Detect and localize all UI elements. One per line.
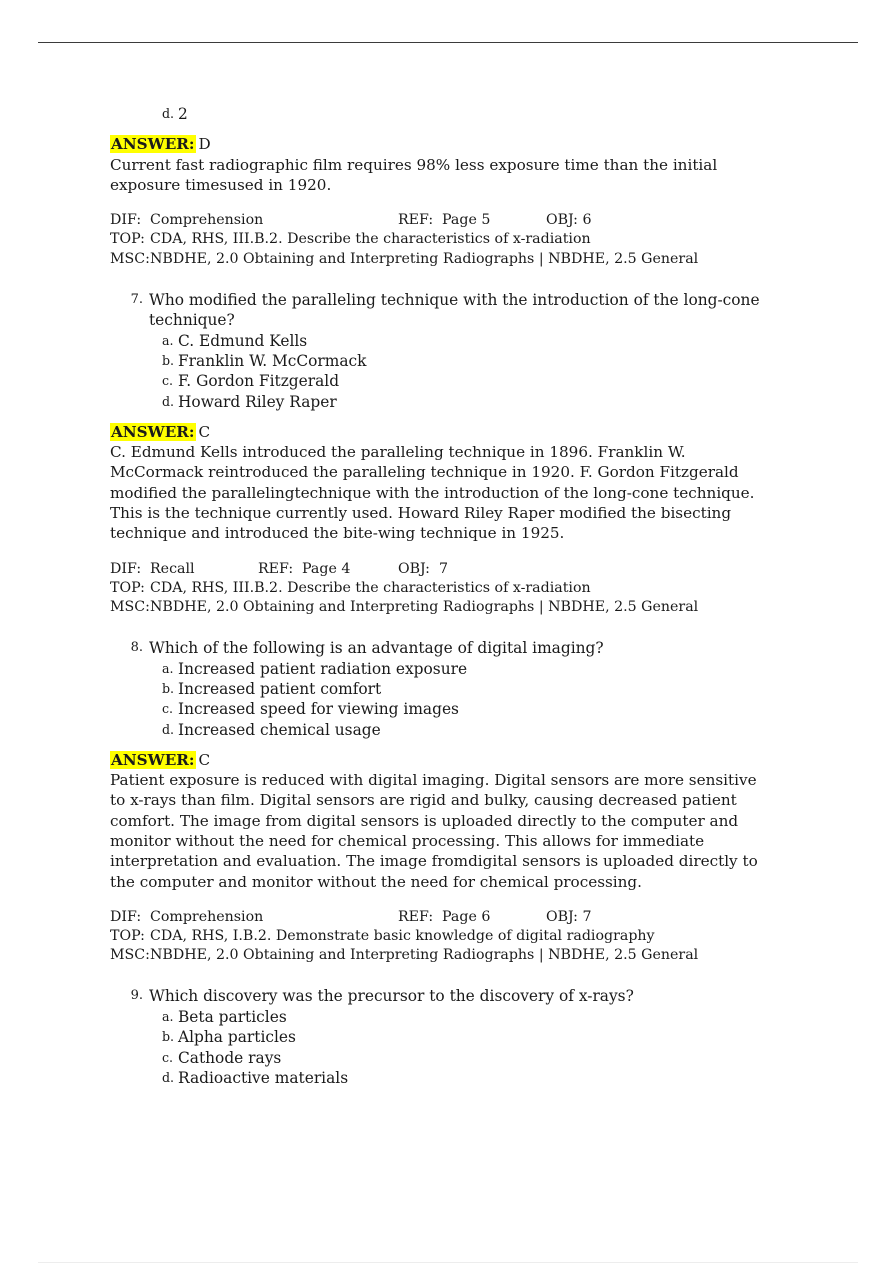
option-text: Increased chemical usage	[178, 720, 381, 739]
ref-value: Page 6	[442, 908, 491, 925]
metadata-msc-line	[110, 598, 770, 617]
metadata-top-line	[110, 230, 770, 249]
rationale-text: Current fast radiographic film requires 98% less exposure time than the initial exposure timesused in 1920.	[110, 155, 718, 194]
question-stem: Which of the following is an advantage of digital imaging?	[149, 639, 604, 658]
option-row[interactable]	[162, 699, 810, 719]
question-number: 9.	[130, 988, 143, 1004]
option-text: Cathode rays	[178, 1048, 282, 1067]
answer-line	[110, 134, 810, 154]
option-row[interactable]	[162, 331, 810, 351]
question-block-7	[110, 290, 810, 617]
metadata-dif-line	[110, 908, 770, 927]
msc-value: NBDHE, 2.0 Obtaining and Interpreting Radiographs | NBDHE, 2.5 General	[150, 250, 699, 267]
top-value: CDA, RHS, I.B.2. Demonstrate basic knowledge of digital radiography	[150, 928, 655, 945]
option-row[interactable]	[162, 1048, 810, 1068]
msc-label: MSC:	[110, 947, 150, 964]
rationale-text: Patient exposure is reduced with digital imaging. Digital sensors are more sensitive to x-rays than film. Digital sensors are rigid and bulky, causing decreased patient comfort. The image from digital sensors is uploaded directly to the computer and monitor without the need for chemical processing. This allows for immediate interpretation and evaluation. The image fromdigital sensors is uploaded directly to the computer and monitor without the need for chemical processing.	[110, 771, 758, 891]
option-letter: d.	[162, 106, 175, 121]
option-letter: d.	[162, 1069, 175, 1085]
metadata-top-line	[110, 927, 770, 946]
rationale-text: C. Edmund Kells introduced the paralleling technique in 1896. Franklin W. McCormack reintroduced the paralleling technique in 1920. F. Gordon Fitzgerald modified the parallelingtechnique with the introduction of the long-cone technique. This is the technique currently used. Howard Riley Raper modified the bisecting technique and introduced the bite-wing technique in 1925.	[110, 443, 755, 543]
dif-label: DIF:	[110, 560, 142, 577]
question-stem: Which discovery was the precursor to the discovery of x-rays?	[149, 987, 634, 1006]
ref-label: REF:	[258, 560, 294, 577]
top-label: TOP:	[110, 928, 145, 945]
obj-value: OBJ: 7	[546, 908, 592, 925]
option-list	[162, 1007, 810, 1088]
answer-letter: D	[198, 135, 211, 154]
option-letter: b.	[162, 353, 175, 368]
page-content	[110, 104, 810, 1088]
option-row[interactable]	[162, 1007, 810, 1027]
option-text: Radioactive materials	[178, 1068, 349, 1087]
top-value: CDA, RHS, III.B.2. Describe the characteristics of x-radiation	[150, 231, 591, 248]
answer-letter: C	[198, 750, 211, 769]
top-label: TOP:	[110, 231, 145, 248]
option-text: Increased speed for viewing images	[178, 700, 459, 719]
answer-label: ANSWER:	[111, 750, 195, 769]
option-text: Increased patient comfort	[178, 679, 382, 698]
metadata-block	[110, 908, 770, 966]
obj-value: OBJ: 7	[398, 560, 448, 577]
option-text: C. Edmund Kells	[178, 331, 308, 350]
metadata-block	[110, 211, 770, 269]
question-stem-row	[110, 986, 810, 1007]
option-row[interactable]	[162, 720, 810, 740]
ref-value: Page 4	[302, 560, 351, 577]
carryover-block	[110, 104, 810, 269]
question-stem-row	[110, 290, 810, 331]
option-list	[162, 659, 810, 740]
option-letter: d.	[162, 721, 175, 737]
option-text: Franklin W. McCormack	[178, 352, 367, 370]
metadata-dif-line	[110, 211, 770, 230]
dif-value: Comprehension	[150, 212, 264, 229]
option-text: F. Gordon Fitzgerald	[178, 372, 340, 391]
answer-label: ANSWER:	[111, 135, 195, 154]
answer-label: ANSWER:	[111, 422, 195, 441]
question-block-9	[110, 986, 810, 1088]
option-text: 2	[178, 105, 188, 123]
dif-label: DIF:	[110, 212, 142, 229]
msc-value: NBDHE, 2.0 Obtaining and Interpreting Radiographs | NBDHE, 2.5 General	[150, 598, 699, 615]
option-row[interactable]	[162, 1068, 810, 1088]
top-value: CDA, RHS, III.B.2. Describe the characteristics of x-radiation	[150, 579, 591, 596]
option-row[interactable]	[162, 679, 810, 699]
option-row[interactable]	[162, 392, 810, 412]
question-stem: Who modified the paralleling technique with the introduction of the long-cone technique?	[149, 290, 760, 330]
ref-value: Page 5	[442, 212, 491, 229]
question-block-8	[110, 638, 810, 965]
option-letter: a.	[162, 660, 174, 676]
option-row[interactable]	[162, 371, 810, 391]
metadata-dif-line	[110, 560, 770, 579]
option-letter: c.	[162, 1049, 174, 1065]
metadata-msc-line	[110, 250, 770, 269]
option-letter: b.	[162, 1029, 175, 1045]
option-text: Alpha particles	[178, 1028, 296, 1047]
dif-value: Recall	[150, 560, 195, 577]
option-letter: d.	[162, 393, 175, 409]
spacer	[110, 965, 810, 986]
question-stem-row	[110, 638, 810, 659]
option-letter: a.	[162, 1008, 174, 1024]
option-letter: a.	[162, 332, 174, 348]
spacer	[110, 269, 810, 290]
dif-label: DIF:	[110, 908, 142, 925]
page-bottom-rule	[38, 1262, 858, 1263]
carryover-options	[162, 104, 810, 124]
question-number: 8.	[130, 640, 143, 656]
top-label: TOP:	[110, 579, 145, 596]
option-list	[162, 331, 810, 412]
obj-value: OBJ: 6	[546, 212, 592, 229]
dif-value: Comprehension	[150, 908, 264, 925]
option-text: Howard Riley Raper	[178, 392, 337, 411]
answer-line	[110, 422, 810, 442]
option-text: Beta particles	[178, 1007, 287, 1026]
metadata-top-line	[110, 579, 770, 598]
answer-letter: C	[198, 422, 211, 441]
option-letter: b.	[162, 680, 175, 696]
option-row[interactable]	[162, 1027, 810, 1047]
spacer	[110, 617, 810, 638]
msc-label: MSC:	[110, 250, 150, 267]
option-row[interactable]	[162, 104, 810, 124]
page-top-rule	[38, 42, 858, 43]
answer-line	[110, 750, 810, 770]
ref-label: REF:	[398, 908, 434, 925]
option-row[interactable]	[162, 351, 810, 371]
option-letter: c.	[162, 701, 174, 717]
question-number: 7.	[130, 291, 143, 307]
option-row[interactable]	[162, 659, 810, 679]
ref-label: REF:	[398, 212, 434, 229]
option-letter: c.	[162, 373, 174, 389]
option-text: Increased patient radiation exposure	[178, 659, 468, 678]
msc-label: MSC:	[110, 598, 150, 615]
metadata-msc-line	[110, 946, 770, 965]
msc-value: NBDHE, 2.0 Obtaining and Interpreting Radiographs | NBDHE, 2.5 General	[150, 947, 699, 964]
metadata-block	[110, 560, 770, 618]
